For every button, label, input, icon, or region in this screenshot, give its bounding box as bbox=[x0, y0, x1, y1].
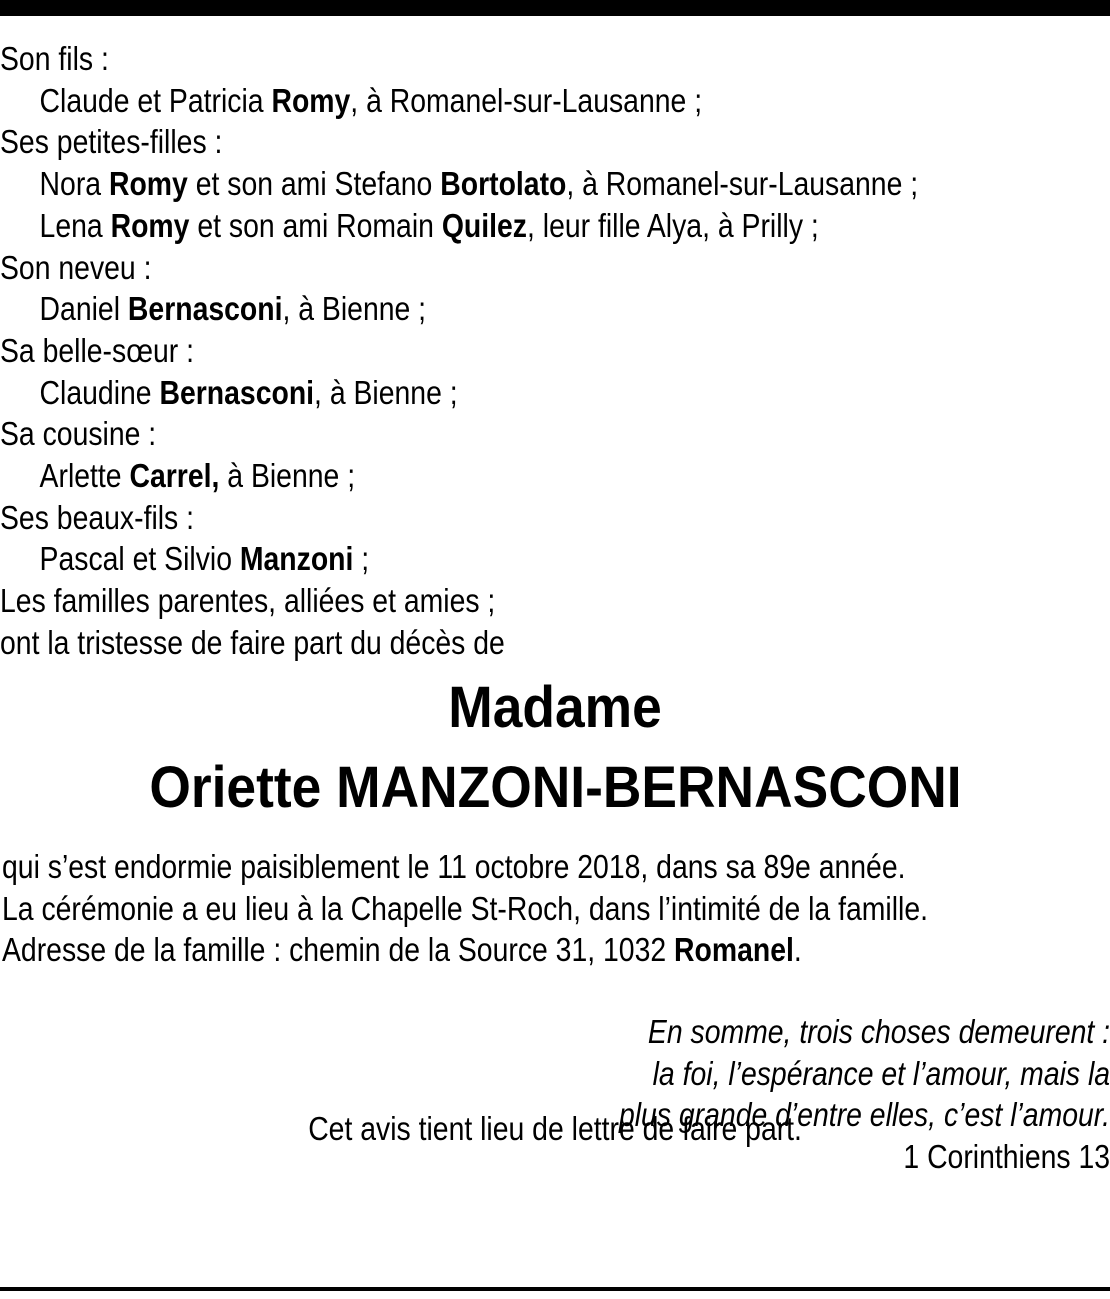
surname: Romy bbox=[110, 206, 190, 244]
family-entry-claude-patricia: Claude et Patricia Romy, à Romanel-sur-Lausanne ; bbox=[39, 81, 703, 119]
surname: Carrel, bbox=[129, 457, 220, 495]
surname: Romy bbox=[108, 165, 188, 203]
family-entry-nora: Nora Romy et son ami Stefano Bortolato, à Romanel-sur-Lausanne ; bbox=[39, 165, 919, 203]
family-heading-sister-in-law: Sa belle-sœur : bbox=[0, 331, 194, 369]
deceased-name: Oriette MANZONI-BERNASCONI bbox=[148, 755, 962, 820]
deceased-title: Madame bbox=[448, 675, 662, 740]
surname: Quilez bbox=[441, 206, 527, 244]
family-list bbox=[0, 38, 1110, 664]
surname: Romy bbox=[271, 81, 351, 119]
family-heading-nephew: Son neveu : bbox=[0, 248, 152, 286]
quote-line-1: En somme, trois choses demeurent : bbox=[647, 1013, 1110, 1050]
surname: Bernasconi bbox=[159, 373, 315, 411]
town: Romanel bbox=[674, 931, 794, 968]
family-entry-lena: Lena Romy et son ami Romain Quilez, leur fille Alya, à Prilly ; bbox=[39, 206, 819, 244]
details-line-1: qui s’est endormie paisiblement le 11 octobre 2018, dans sa 89e année. bbox=[2, 848, 906, 885]
family-entry-claudine: Claudine Bernasconi, à Bienne ; bbox=[39, 373, 458, 411]
quote-line-2: la foi, l’espérance et l’amour, mais la bbox=[652, 1054, 1110, 1092]
surname: Manzoni bbox=[239, 540, 354, 578]
family-heading-son: Son fils : bbox=[0, 40, 109, 77]
bible-quote bbox=[539, 1011, 1110, 1177]
surname: Bortolato bbox=[440, 165, 567, 203]
family-entry-pascal-silvio: Pascal et Silvio Manzoni ; bbox=[39, 540, 370, 578]
family-heading-stepsons: Ses beaux-fils : bbox=[0, 498, 195, 536]
family-heading-cousin: Sa cousine : bbox=[0, 415, 157, 453]
announcement-intro: ont la tristesse de faire part du décès de bbox=[0, 623, 505, 661]
footer-notice: Cet avis tient lieu de lettre de faire part. bbox=[308, 1110, 802, 1147]
quote-line-3: plus grande d’entre elles, c’est l’amour. bbox=[618, 1096, 1110, 1133]
details-address: Adresse de la famille : chemin de la Source 31, 1032 Romanel. bbox=[2, 931, 802, 968]
surname: Bernasconi bbox=[127, 290, 283, 328]
family-related: Les familles parentes, alliées et amies ; bbox=[0, 582, 496, 620]
family-heading-granddaughters: Ses petites-filles : bbox=[0, 123, 223, 161]
top-rule bbox=[0, 0, 1110, 16]
bottom-rule bbox=[0, 1287, 1110, 1291]
death-details bbox=[2, 846, 1079, 971]
family-entry-daniel: Daniel Bernasconi, à Bienne ; bbox=[39, 290, 427, 328]
details-line-2: La cérémonie a eu lieu à la Chapelle St-Roch, dans l’intimité de la famille. bbox=[2, 889, 929, 927]
family-entry-arlette: Arlette Carrel, à Bienne ; bbox=[39, 457, 356, 495]
quote-reference: 1 Corinthiens 13 bbox=[903, 1137, 1110, 1175]
